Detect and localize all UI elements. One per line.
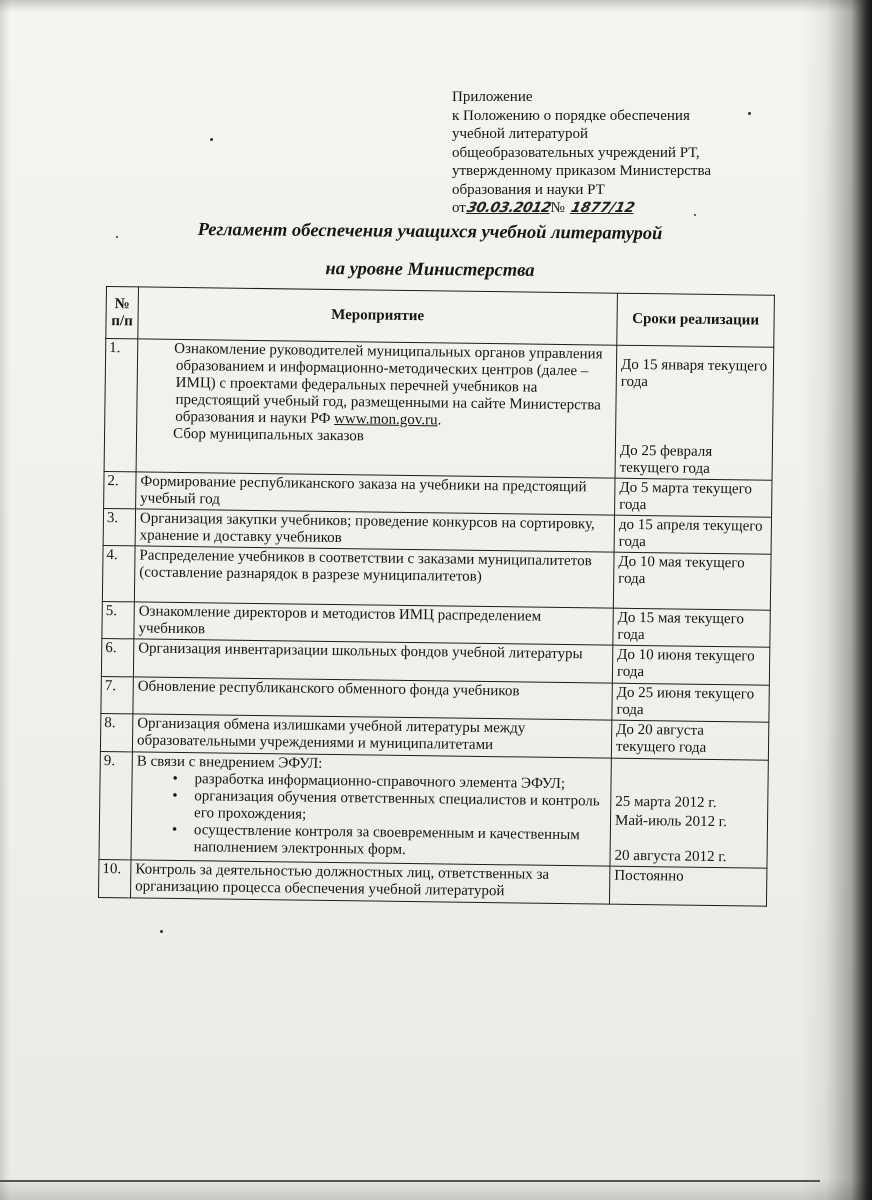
row-number: 3. bbox=[103, 508, 135, 545]
row-terms: до 15 апреля текущего года bbox=[614, 515, 771, 554]
scan-speck bbox=[210, 138, 213, 141]
table-row bbox=[104, 339, 774, 481]
regulation-table bbox=[98, 286, 775, 907]
scan-shadow-right bbox=[802, 0, 872, 1200]
row-terms: До 25 июня текущего года bbox=[612, 683, 769, 722]
row-terms: До 15 мая текущего года bbox=[613, 608, 770, 647]
row-activity bbox=[131, 752, 611, 866]
activity-text: Ознакомление руководителей муниципальных органов управления образованием и информационно-методических центров (далее – ИМЦ) с проектами федеральных перечней учебников на предстоящий учебный год, размещенными на сайте Министерства образования и науки РФ bbox=[174, 340, 603, 427]
row-number: 10. bbox=[98, 859, 130, 897]
order-number-handwritten: 1877/12 bbox=[569, 200, 637, 216]
term-text-2: До 25 февраля текущего года bbox=[619, 442, 713, 477]
appendix-block bbox=[452, 88, 752, 218]
row-activity: Формирование республиканского заказа на учебники на предстоящий учебный год bbox=[136, 472, 615, 515]
row-activity: Организация закупки учебников; проведение конкурсов на сортировку, хранение и доставку учебников bbox=[135, 509, 614, 552]
document-subtitle: на уровне Министерства bbox=[325, 259, 535, 281]
header-number: № п/п bbox=[106, 287, 139, 339]
row-number: 8. bbox=[100, 713, 132, 751]
bullet-item: • разработка информационно-справочного элемента ЭФУЛ; bbox=[194, 771, 606, 793]
row-terms: До 5 марта текущего года bbox=[615, 478, 772, 517]
row-number: 2. bbox=[104, 471, 136, 508]
activity-bullet-list bbox=[136, 770, 607, 861]
ministry-site-link[interactable]: www.mon.gov.ru bbox=[334, 410, 438, 429]
row-number: 9. bbox=[99, 751, 132, 859]
term-text: 25 марта 2012 г. bbox=[615, 793, 717, 812]
table-row bbox=[102, 545, 771, 610]
row-activity: Распределение учебников в соответствии с заказами муниципалитетов (составление разнарядок в разрезе муниципалитетов) bbox=[134, 546, 614, 608]
term-text: Май-июль 2012 г. bbox=[614, 812, 728, 831]
table-header-row bbox=[106, 287, 775, 348]
order-reference bbox=[452, 199, 752, 218]
row-number: 7. bbox=[101, 676, 133, 713]
row-number: 4. bbox=[102, 545, 135, 601]
row-activity: Обновление республиканского обменного фонда учебников bbox=[133, 677, 612, 720]
bullet-item: • организация обучения ответственных специалистов и контроль его прохождения; bbox=[194, 788, 606, 827]
scan-speck bbox=[160, 930, 163, 933]
scan-shadow-top bbox=[0, 0, 872, 12]
header-terms: Сроки реализации bbox=[617, 293, 775, 347]
term-text: До 15 января текущего года bbox=[620, 356, 768, 391]
row-terms bbox=[615, 345, 774, 480]
scan-shadow-bottom bbox=[0, 1178, 872, 1200]
term-text: 20 августа 2012 г. bbox=[614, 847, 727, 866]
row-terms: До 10 июня текущего года bbox=[612, 645, 769, 685]
row-terms: До 10 мая текущего года bbox=[613, 552, 771, 610]
row-terms: До 20 августа текущего года bbox=[611, 720, 768, 760]
table-row bbox=[99, 751, 768, 868]
row-activity: Организация обмена излишками учебной литературы между образовательными учреждениями и муниципалитетами bbox=[132, 714, 611, 758]
row-activity: Организация инвентаризации школьных фондов учебной литературы bbox=[133, 639, 612, 683]
order-number-label: № bbox=[550, 200, 565, 216]
appendix-line: учебной литературой bbox=[452, 126, 589, 142]
row-activity bbox=[136, 339, 617, 478]
row-number: 6. bbox=[101, 638, 133, 676]
order-from-label: от bbox=[452, 200, 466, 216]
row-number: 5. bbox=[102, 601, 134, 638]
appendix-line: утвержденному приказом Министерства bbox=[452, 163, 711, 179]
appendix-line: общеобразовательных учреждений РТ, bbox=[452, 144, 700, 161]
row-activity: Ознакомление директоров и методистов ИМЦ распределением учебников bbox=[134, 602, 613, 645]
appendix-line: Приложение bbox=[452, 89, 533, 105]
activity-text: В связи с внедрением ЭФУЛ: bbox=[136, 753, 323, 772]
scan-shadow-left bbox=[0, 0, 10, 1200]
appendix-line: к Положению о порядке обеспечения bbox=[452, 107, 690, 124]
row-activity: Контроль за деятельностью должностных лиц, ответственных за организацию процесса обеспечения учебной литературой bbox=[130, 860, 609, 904]
row-terms: Постоянно bbox=[609, 866, 766, 906]
scan-speck bbox=[116, 236, 118, 238]
table-row bbox=[98, 859, 766, 906]
document-title: Регламент обеспечения учащихся учебной литературой bbox=[197, 219, 663, 245]
order-date-handwritten: 30.03.2012 bbox=[465, 200, 553, 216]
appendix-line: образования и науки РТ bbox=[452, 181, 605, 198]
row-terms bbox=[610, 758, 768, 868]
activity-text-2: Сбор муниципальных заказов bbox=[172, 425, 365, 445]
header-activity: Мероприятие bbox=[138, 287, 618, 345]
row-number: 1. bbox=[104, 339, 138, 472]
bullet-item: • осуществление контроля за своевременным и качественным наполнением электронных форм. bbox=[194, 822, 606, 861]
activity-text-end: . bbox=[437, 412, 442, 429]
